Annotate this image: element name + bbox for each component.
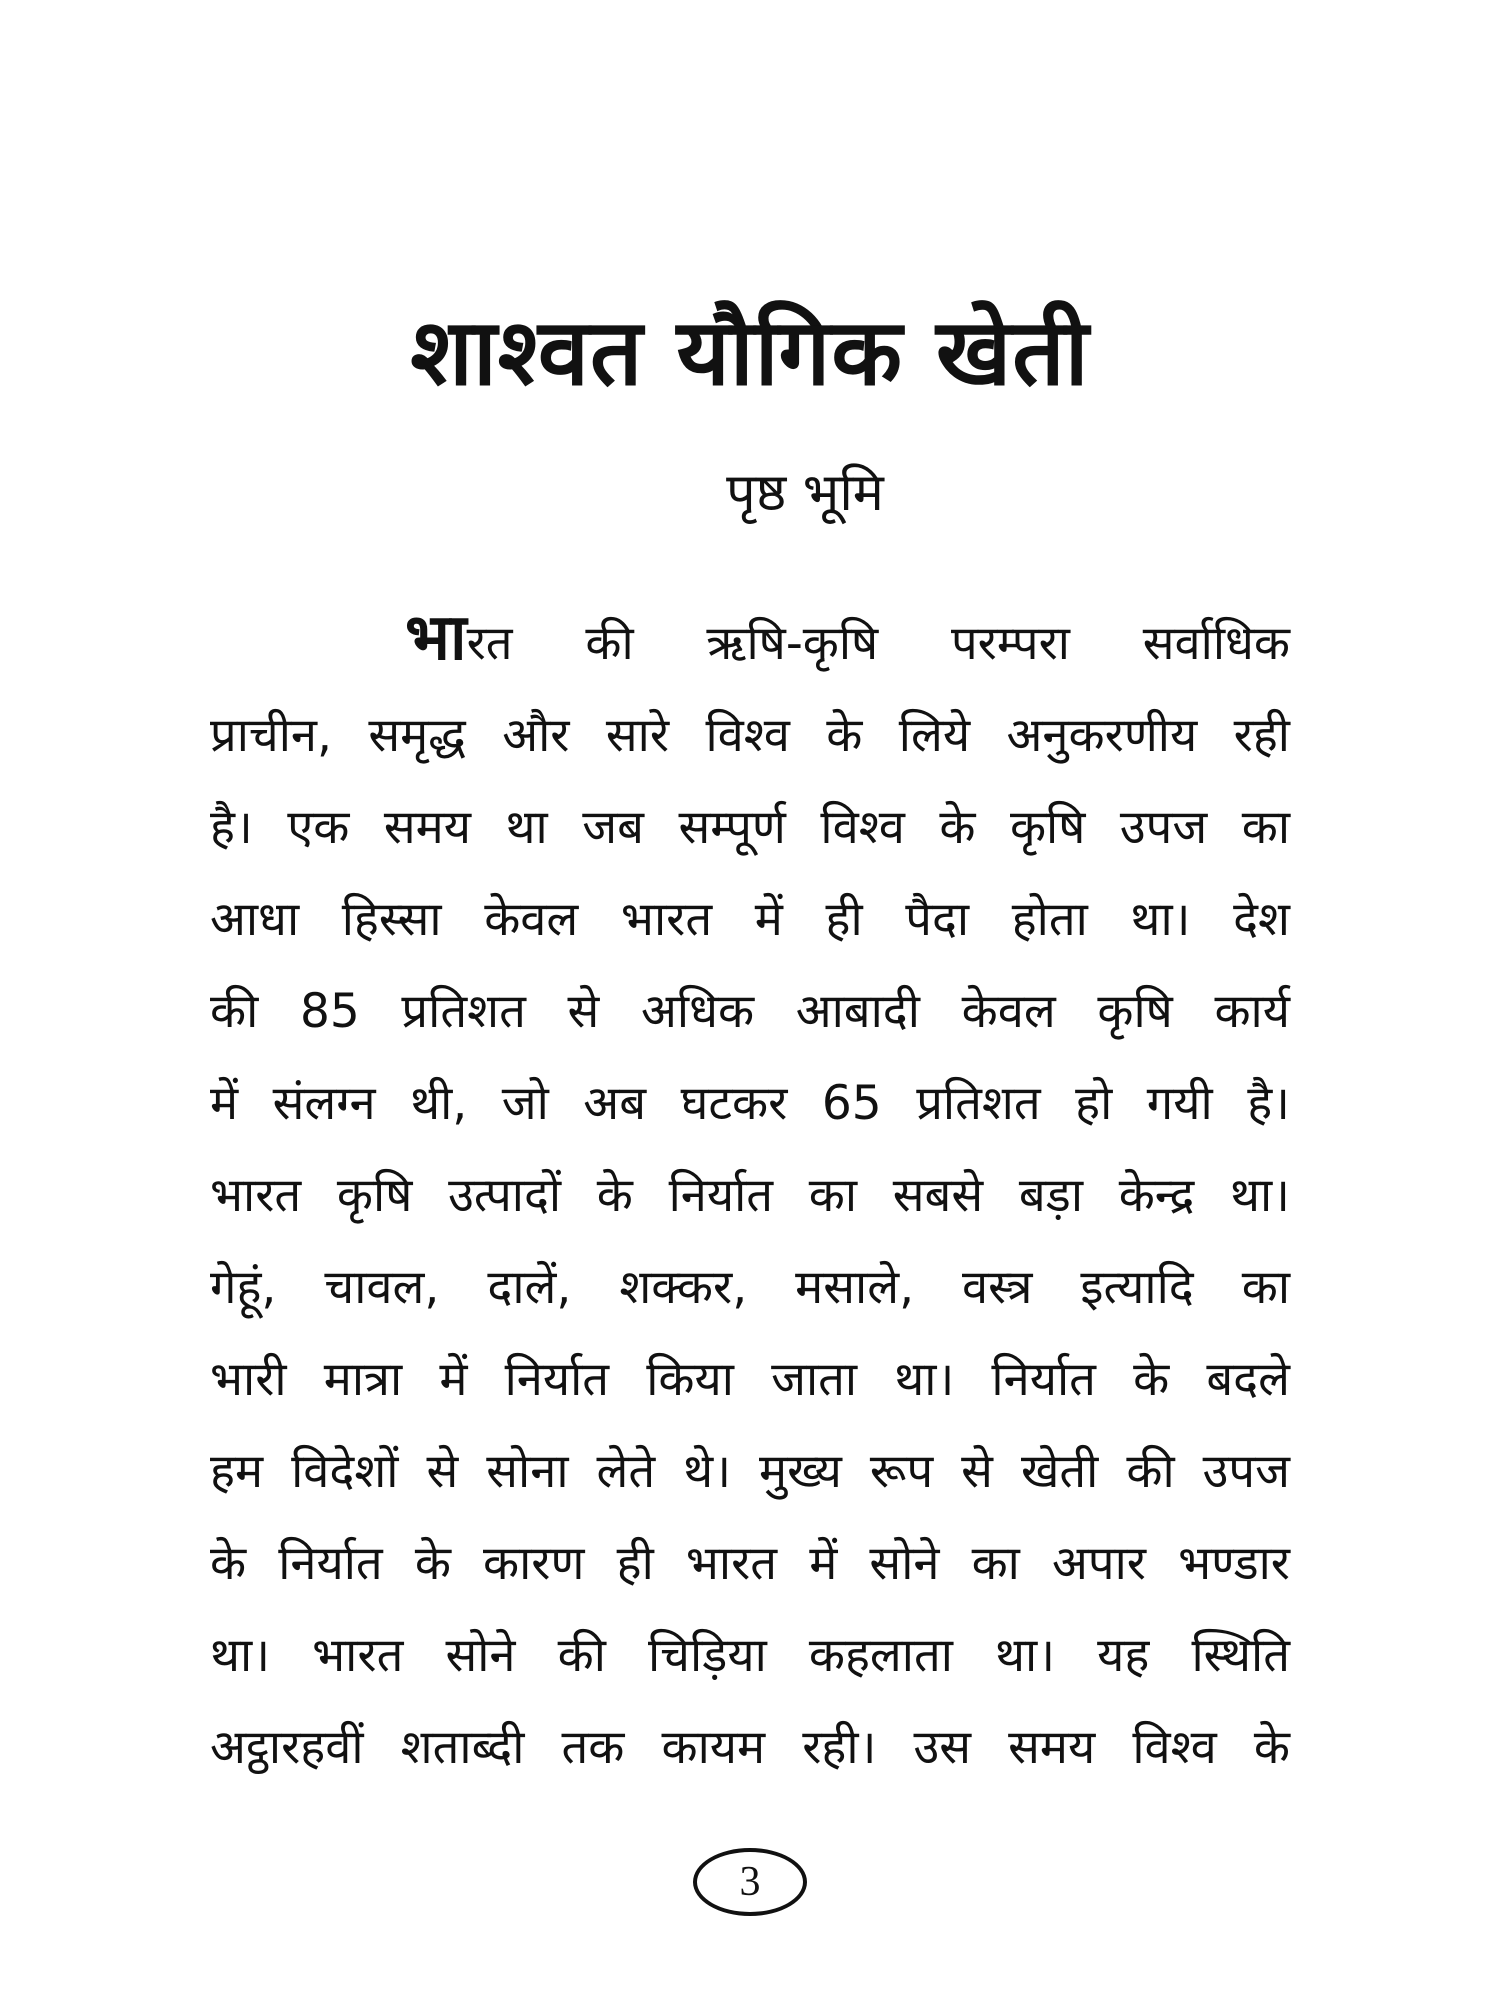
paragraph-line: गेहूं, चावल, दालें, शक्कर, मसाले, वस्त्र इत्यादि का: [210, 1260, 1290, 1315]
page-number: 3: [693, 1848, 807, 1916]
section-subtitle: पृष्ठ भूमि: [726, 463, 884, 523]
paragraph-line: में संलग्न थी, जो अब घटकर 65 प्रतिशत हो गयी है।: [210, 1076, 1290, 1131]
paragraph-line: हम विदेशों से सोना लेते थे। मुख्य रूप से खेती की उपज: [210, 1444, 1290, 1499]
dropcap: भा: [405, 601, 467, 675]
paragraph-line: भारी मात्रा में निर्यात किया जाता था। निर्यात के बदले: [210, 1352, 1290, 1407]
paragraph-line: आधा हिस्सा केवल भारत में ही पैदा होता था। देश: [210, 892, 1290, 947]
paragraph-line: अट्ठारहवीं शताब्दी तक कायम रही। उस समय विश्व के: [210, 1720, 1290, 1775]
paragraph-line: प्राचीन, समृद्ध और सारे विश्व के लिये अनुकरणीय रही: [210, 708, 1290, 763]
paragraph-line: के निर्यात के कारण ही भारत में सोने का अपार भण्डार: [210, 1536, 1290, 1591]
paragraph-first-line: [210, 598, 1290, 690]
page-title: शाश्वत यौगिक खेती: [410, 299, 1090, 406]
paragraph-line: था। भारत सोने की चिड़िया कहलाता था। यह स्थिति: [210, 1628, 1290, 1683]
paragraph-line: की 85 प्रतिशत से अधिक आबादी केवल कृषि कार्य: [210, 984, 1290, 1039]
paragraph-line: भारत कृषि उत्पादों के निर्यात का सबसे बड़ा केन्द्र था।: [210, 1168, 1290, 1223]
paragraph-line: है। एक समय था जब सम्पूर्ण विश्व के कृषि उपज का: [210, 800, 1290, 855]
body-paragraph: [210, 598, 1290, 1794]
first-line-text: रत की ऋषि-कृषि परम्परा सर्वाधिक: [466, 616, 1290, 671]
